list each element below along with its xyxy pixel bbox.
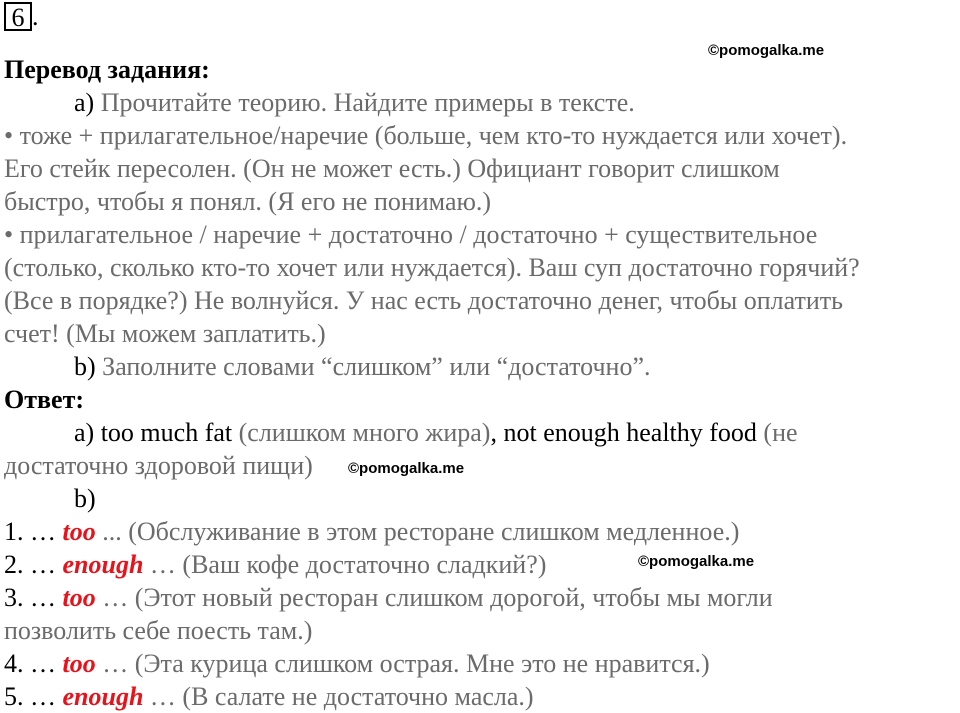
answer-item-num: 2. … xyxy=(4,550,56,579)
translation-a-text: Прочитайте теорию. Найдите примеры в тексте. xyxy=(100,88,635,117)
answer-item xyxy=(4,680,534,713)
answer-item-word: enough xyxy=(62,550,144,579)
answer-item-word: too xyxy=(62,649,96,678)
answer-item-text: … (Эта курица слишком острая. Мне это не нравится.) xyxy=(102,649,710,678)
translation-p4: • прилагательное / наречие + достаточно / достаточно + существительное xyxy=(4,220,818,249)
translation-a xyxy=(74,86,635,119)
answer-item-word: too xyxy=(62,583,96,612)
translation-b-label: b) xyxy=(74,352,96,381)
answer-a-label: а) xyxy=(74,418,95,447)
answer-a-ru2-start: (не xyxy=(763,418,798,447)
translation-heading: Перевод задания: xyxy=(4,55,210,84)
task-number-dot: . xyxy=(32,2,39,31)
answer-item-num: 3. … xyxy=(4,583,56,612)
translation-p1: • тоже + прилагательное/наречие (больше, чем кто-то нуждается или хочет). xyxy=(4,121,848,150)
answer-item xyxy=(4,548,546,581)
translation-p2: Его стейк пересолен. (Он не может есть.) Официант говорит слишком xyxy=(4,154,780,183)
answer-b-label: b) xyxy=(74,484,96,513)
watermark: ©pomogalka.me xyxy=(638,553,755,570)
answer-item-num: 5. … xyxy=(4,682,56,711)
task-number-box xyxy=(4,2,32,31)
answer-item-num: 1. … xyxy=(4,517,56,546)
answer-item-num: 4. … xyxy=(4,649,56,678)
answer-item xyxy=(4,647,710,680)
answer-a-comma: , xyxy=(490,418,497,447)
answer-item-word: enough xyxy=(62,682,144,711)
answer-item-word: too xyxy=(62,517,96,546)
answer-a-en2: not enough healthy food xyxy=(503,418,757,447)
answer-item xyxy=(4,515,739,548)
answer-item-text: … (В салате не достаточно масла.) xyxy=(149,682,534,711)
translation-p3: быстро, чтобы я понял. (Я его не понимаю.) xyxy=(4,187,492,216)
watermark: ©pomogalka.me xyxy=(348,460,465,477)
translation-b-text: Заполните словами “слишком” или “достаточно”. xyxy=(102,352,651,381)
answer-item-text: ... (Обслуживание в этом ресторане слишком медленное.) xyxy=(102,517,740,546)
answer-a-line1 xyxy=(74,416,798,449)
translation-b xyxy=(74,350,651,383)
answer-item-text: … (Ваш кофе достаточно сладкий?) xyxy=(149,550,547,579)
watermark: ©pomogalka.me xyxy=(708,42,825,59)
answer-a-ru1: (слишком много жира) xyxy=(238,418,491,447)
answer-a-line2: достаточно здоровой пищи) xyxy=(4,451,313,480)
answer-item xyxy=(4,581,773,614)
answer-item-continuation: позволить себе поесть там.) xyxy=(4,616,313,645)
translation-p6: (Все в порядке?) Не волнуйся. У нас есть достаточно денег, чтобы оплатить xyxy=(4,286,844,315)
translation-p5: (столько, сколько кто-то хочет или нуждается). Ваш суп достаточно горячий? xyxy=(4,253,860,282)
translation-a-label: а) xyxy=(74,88,95,117)
answer-item-text: … (Этот новый ресторан слишком дорогой, чтобы мы могли xyxy=(102,583,773,612)
answer-heading: Ответ: xyxy=(4,385,85,414)
translation-p7: счет! (Мы можем заплатить.) xyxy=(4,319,326,348)
answer-a-en1: too much fat xyxy=(100,418,233,447)
task-number: 6 xyxy=(11,3,25,32)
